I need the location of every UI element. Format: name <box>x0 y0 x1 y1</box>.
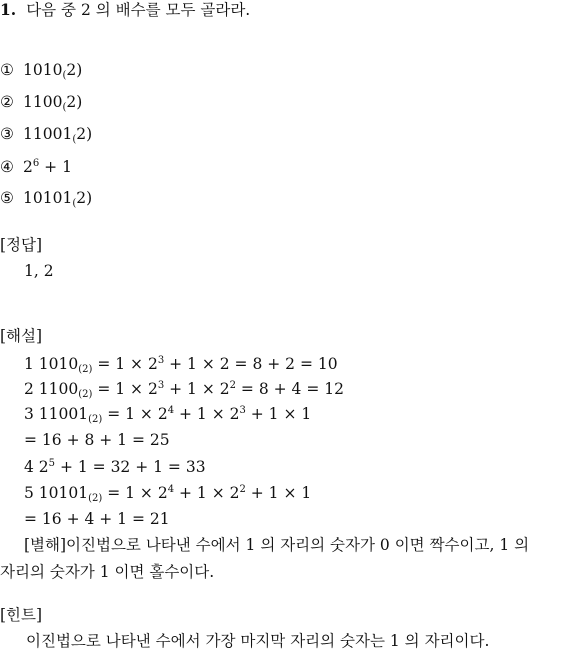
choice-mark: ② <box>0 93 14 111</box>
choice-subscript: ( <box>62 102 67 113</box>
text: = 1 × 2 <box>102 484 168 502</box>
answer-label: [정답] <box>0 236 43 254</box>
choice-tail: 2) <box>76 189 93 207</box>
text: + 1 × 1 <box>245 405 312 423</box>
choice-mark: ④ <box>0 158 14 176</box>
choice-mark: ⑤ <box>0 189 14 207</box>
text: = 1 × 2 <box>92 380 158 398</box>
text: = 1 × 2 <box>102 405 168 423</box>
superscript: 5 <box>48 458 56 469</box>
explanation-line-1 <box>24 356 338 375</box>
subscript: (2) <box>88 493 103 504</box>
choice-value: 1100 <box>23 93 63 111</box>
explanation-line-5 <box>24 459 206 476</box>
text: + 1 × 2 <box>174 484 240 502</box>
superscript: 3 <box>157 380 165 391</box>
choice-subscript: ( <box>72 198 77 209</box>
explanation-line-3 <box>24 406 311 425</box>
answer-value: 1, 2 <box>24 262 54 280</box>
subscript: (2) <box>78 364 93 375</box>
explanation-line-4 <box>24 433 170 449</box>
choice-subscript: ( <box>72 134 77 145</box>
choice-tail: + 1 <box>39 158 72 176</box>
explanation-extra-line-1: [별해]이진법으로 나타낸 수에서 1 의 자리의 숫자가 0 이면 짝수이고, 1 의 <box>24 536 530 554</box>
choice-4[interactable] <box>0 159 72 176</box>
subscript: (2) <box>88 414 103 425</box>
explanation-line-6 <box>24 485 311 504</box>
explanation-label: [해설] <box>0 327 43 345</box>
text: + 1 = 32 + 1 = 33 <box>55 458 206 476</box>
text: 2 1100 <box>24 380 79 398</box>
text: = 1 × 2 <box>92 355 158 373</box>
superscript: 4 <box>167 405 175 416</box>
text: = 16 + 4 + 1 = 21 <box>24 510 170 528</box>
text: 4 2 <box>24 458 49 476</box>
choice-subscript: ( <box>62 70 67 81</box>
question-number: 1. <box>0 0 17 19</box>
choice-tail: 2) <box>66 61 83 79</box>
text: 5 10101 <box>24 484 89 502</box>
explanation-line-7 <box>24 512 170 528</box>
choice-5[interactable] <box>0 191 92 209</box>
question-title <box>0 2 250 19</box>
text: + 1 × 2 <box>174 405 240 423</box>
choice-tail: 2) <box>66 93 83 111</box>
text: 3 11001 <box>24 405 89 423</box>
subscript: (2) <box>78 389 93 400</box>
choice-value: 2 <box>23 158 33 176</box>
question-text: 다음 중 2 의 배수를 모두 골라라. <box>26 1 251 19</box>
choice-2[interactable] <box>0 95 82 113</box>
hint-label: [힌트] <box>0 606 43 624</box>
text: + 1 × 2 <box>164 380 230 398</box>
superscript: 3 <box>157 355 165 366</box>
superscript: 2 <box>239 484 246 495</box>
choice-mark: ① <box>0 61 14 79</box>
superscript: 3 <box>239 405 246 416</box>
superscript: 2 <box>229 380 236 391</box>
text: = 16 + 8 + 1 = 25 <box>24 431 170 449</box>
text: 1 1010 <box>24 355 79 373</box>
choice-mark: ③ <box>0 125 14 143</box>
text: = 8 + 4 = 12 <box>235 380 344 398</box>
explanation-extra-line-2: 자리의 숫자가 1 이면 홀수이다. <box>0 563 215 581</box>
choice-3[interactable] <box>0 127 92 145</box>
choice-tail: 2) <box>76 125 93 143</box>
choice-superscript: 6 <box>32 158 40 169</box>
choice-value: 10101 <box>23 189 73 207</box>
hint-text: 이진법으로 나타낸 수에서 가장 마지막 자리의 숫자는 1 의 자리이다. <box>26 632 490 650</box>
choice-value: 11001 <box>23 125 73 143</box>
choice-1[interactable] <box>0 63 82 81</box>
explanation-line-2 <box>24 381 344 400</box>
superscript: 4 <box>167 484 175 495</box>
text: + 1 × 1 <box>245 484 312 502</box>
choice-value: 1010 <box>23 61 63 79</box>
text: + 1 × 2 = 8 + 2 = 10 <box>164 355 338 373</box>
